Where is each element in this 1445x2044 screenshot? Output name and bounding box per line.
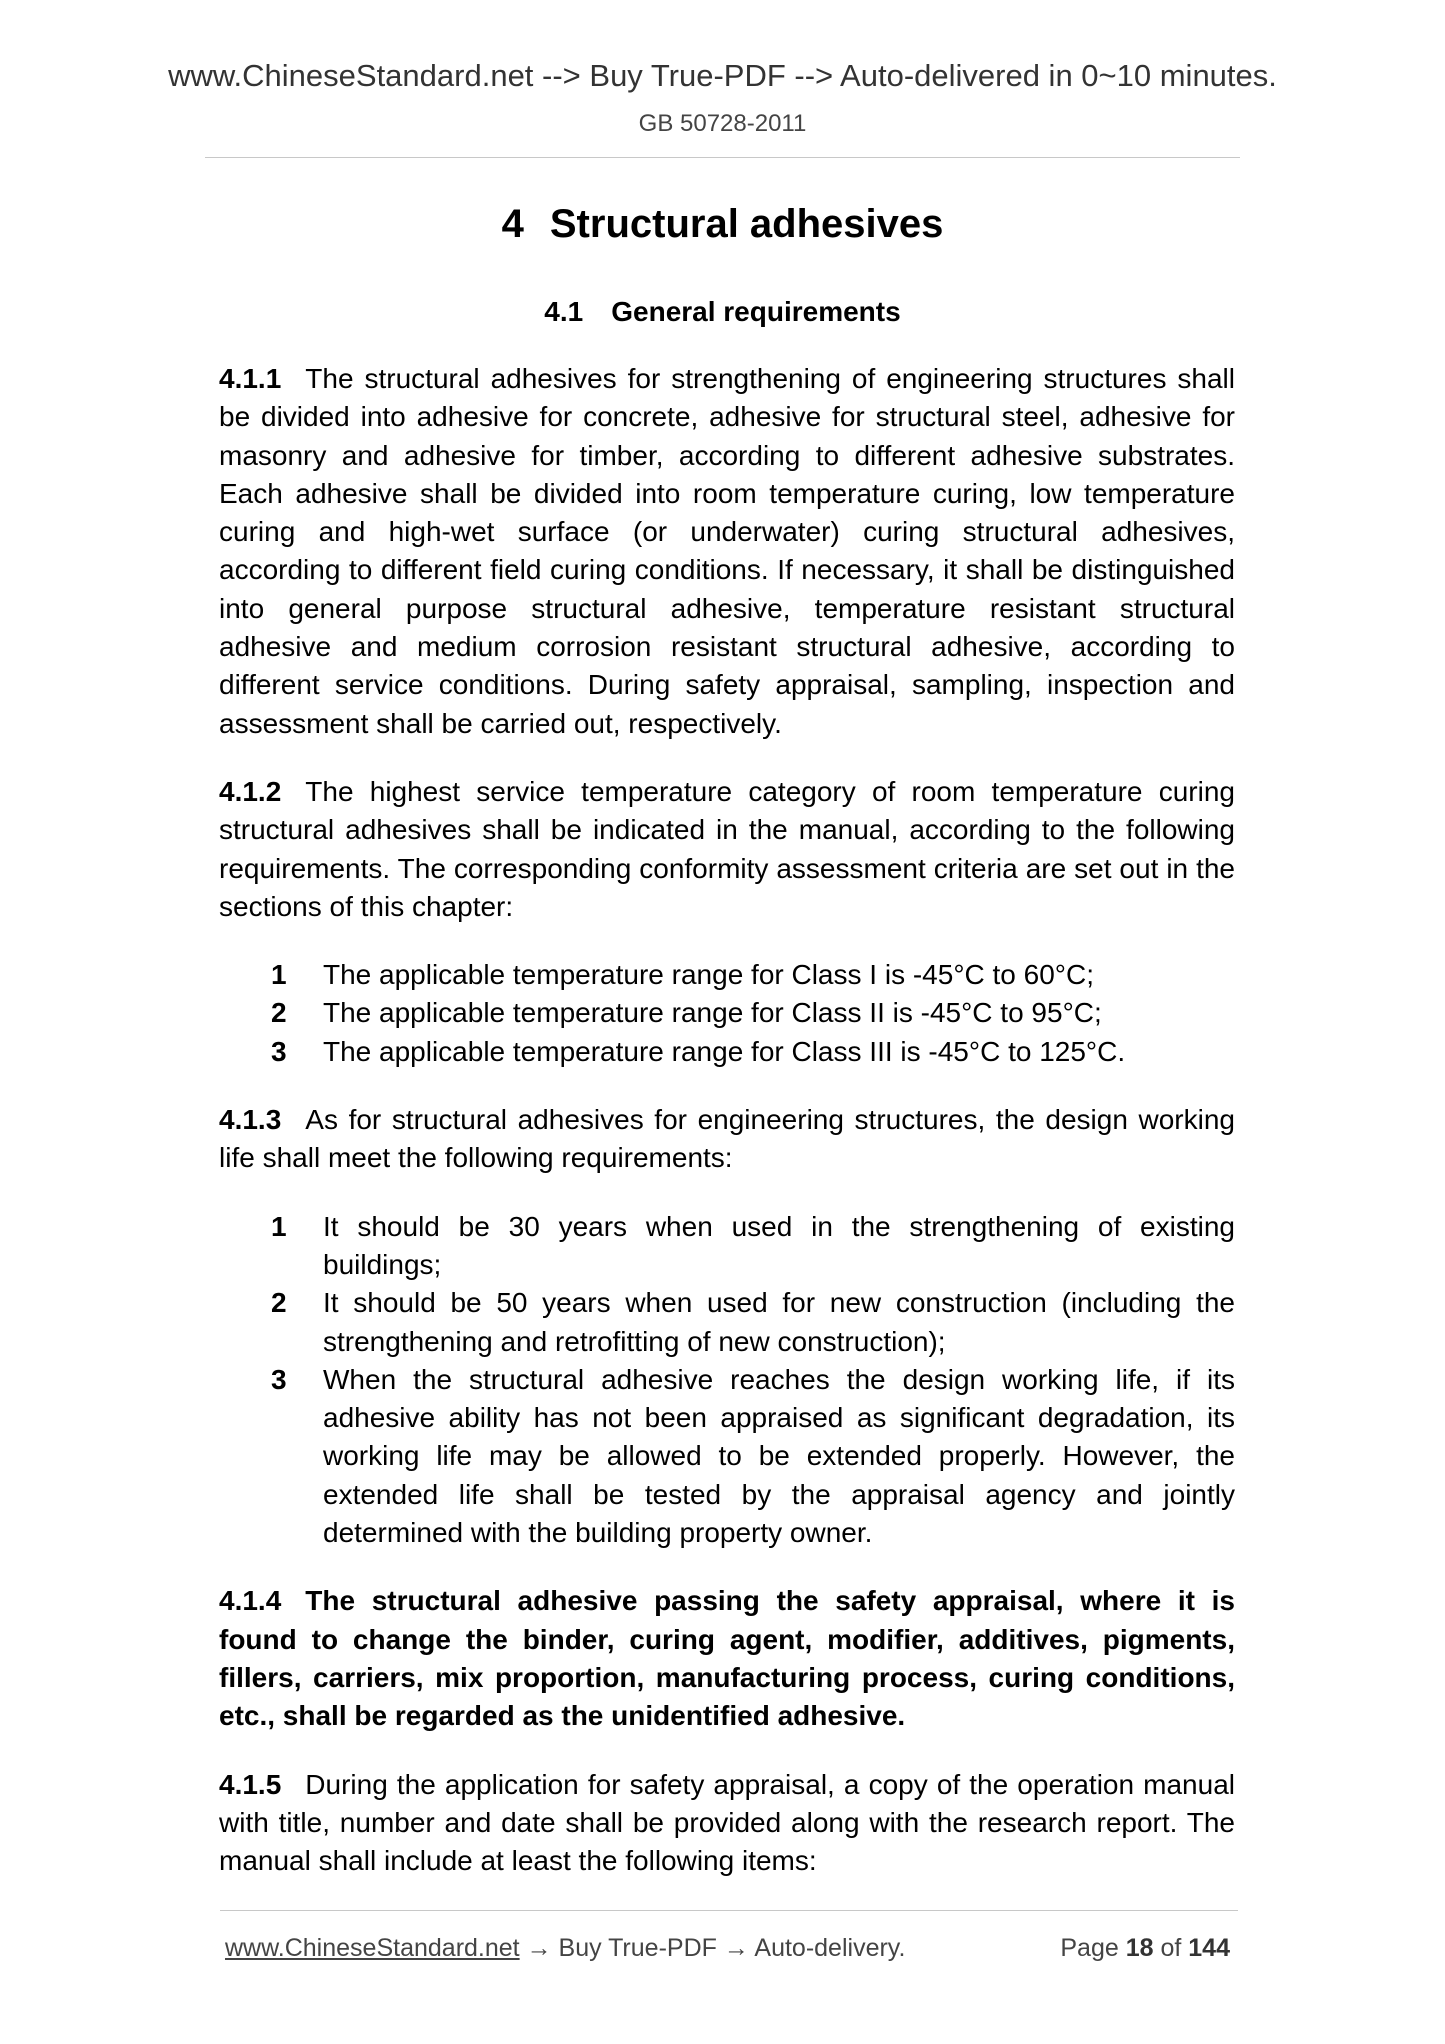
header-divider [205,157,1240,158]
clause-4-1-1 [219,360,1235,743]
list-item-number: 3 [271,1035,287,1067]
chapter-title [0,202,1445,247]
footer-left [225,1934,905,1963]
clause-number: 4.1.1 [219,363,282,394]
footer-site-link[interactable]: www.ChineseStandard.net [225,1934,520,1962]
list-item-number: 1 [271,959,287,991]
of-label: of [1160,1934,1182,1962]
clause-text: The highest service temperature category of room temperature curing structural adhesives shall be indicated in the manual, according to the following requirements. The corresponding conformity assessment criteria are set out in the sections of this chapter: [219,775,1235,922]
clause-4-1-3-list [219,1208,1235,1553]
footer-divider [220,1910,1238,1911]
section-title [0,296,1445,328]
clause-text: As for structural adhesives for engineering structures, the design working life shall meet the following requirements: [219,1104,1235,1174]
list-item [219,1033,1235,1071]
clause-number: 4.1.3 [219,1104,282,1136]
list-item-text: The applicable temperature range for Class III is -45°C to 125°C. [323,1035,1126,1067]
page-number: 18 [1125,1934,1154,1962]
list-item-text: It should be 50 years when used for new construction (including the strengthening and retrofitting of new construction); [323,1287,1235,1357]
clause-text: During the application for safety appraisal, a copy of the operation manual with title, number and date shall be provided along with the research report. The manual shall include at least the following items: [219,1768,1235,1877]
clause-number: 4.1.2 [219,775,282,807]
page-indicator [1060,1934,1230,1963]
list-item-number: 1 [271,1210,287,1242]
chapter-title-text: Structural adhesives [549,202,944,246]
clause-number: 4.1.5 [219,1768,282,1800]
page-total: 144 [1188,1934,1230,1962]
page-label: Page [1060,1934,1119,1962]
clause-4-1-4 [219,1582,1235,1735]
clause-4-1-2 [219,773,1235,926]
clause-4-1-5 [219,1766,1235,1881]
list-item-text: It should be 30 years when used in the strengthening of existing buildings; [323,1210,1235,1280]
list-item [219,1361,1235,1552]
clause-4-1-3 [219,1101,1235,1178]
list-item [219,994,1235,1032]
clause-number: 4.1.4 [219,1585,282,1617]
chapter-number: 4 [501,202,524,246]
clause-text: The structural adhesives for strengthening of engineering structures shall be divided into adhesive for concrete, adhesive for structural steel, adhesive for masonry and adhesive for timber, according to different adhesive substrates. Each adhesive shall be divided into room temperature curing, low temperature curing and high-wet surface (or underwater) curing structural adhesives, according to different field curing conditions. If necessary, it shall be distinguished into general purpose structural adhesive, temperature resistant structural adhesive and medium corrosion resistant structural adhesive, according to different service conditions. During safety appraisal, sampling, inspection and assessment shall be carried out, respectively. [219,363,1235,739]
list-item-number: 3 [271,1363,287,1395]
header-banner: www.ChineseStandard.net --> Buy True-PDF --> Auto-delivered in 0~10 minutes. [168,58,1277,93]
list-item-text: The applicable temperature range for Class II is -45°C to 95°C; [323,997,1102,1029]
list-item-text: When the structural adhesive reaches the design working life, if its adhesive ability has not been appraised as significant degradation, its working life may be allowed to be extended properly. However, the extended life shall be tested by the appraisal agency and jointly determined with the building property owner. [323,1363,1235,1549]
list-item-number: 2 [271,1287,287,1319]
section-title-text: General requirements [611,296,901,327]
footer-delivery-text: → Buy True-PDF → Auto-delivery. [519,1934,906,1962]
list-item [219,1284,1235,1361]
document-body [219,360,1235,1910]
list-item [219,1208,1235,1285]
list-item [219,956,1235,994]
list-item-text: The applicable temperature range for Class I is -45°C to 60°C; [323,959,1094,991]
standard-code: GB 50728-2011 [638,110,807,137]
list-item-number: 2 [271,997,287,1029]
clause-text: The structural adhesive passing the safety appraisal, where it is found to change the binder, curing agent, modifier, additives, pigments, fillers, carriers, mix proportion, manufacturing process, curing conditions, etc., shall be regarded as the unidentified adhesive. [219,1585,1235,1732]
section-number: 4.1 [544,296,584,327]
clause-4-1-2-list [219,956,1235,1071]
